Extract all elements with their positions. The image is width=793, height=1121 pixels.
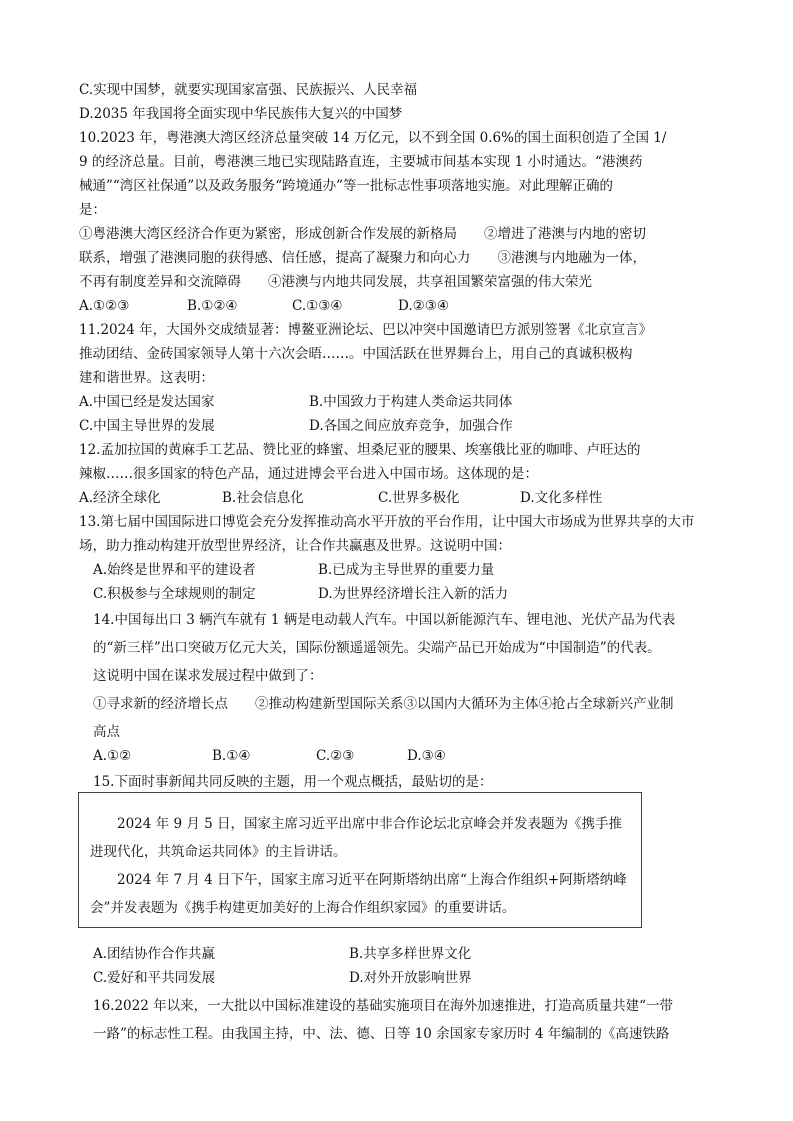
q14-stem-line: 这说明中国在谋求发展过程中做到了： [93, 668, 323, 684]
q12-stem-line: 12.孟加拉国的黄麻手工艺品、赞比亚的蜂蜜、坦桑尼亚的腰果、埃塞俄比亚的咖啡、卢旺达的 [79, 442, 641, 458]
q14-stem-line: 高点 [93, 724, 120, 740]
q14-stem-line: 14.中国每出口 3 辆汽车就有 1 辆是电动载人汽车。中国以新能源汽车、锂电池、光伏产品为代表 [93, 612, 676, 628]
q15-box-line: 进现代化，共筑命运共同体》的主旨讲话。 [90, 844, 347, 860]
q16-stem-line: 16.2022 年以来，一大批以中国标准建设的基础实施项目在海外加速推进，打造高质量共建“一带 [93, 998, 674, 1014]
q12-option-b: B.社会信息化 [222, 490, 304, 506]
q9-option-c: C.实现中国梦，就要实现国家富强、民族振兴、人民幸福 [79, 82, 418, 98]
q10-stem-line: 10.2023 年，粤港澳大湾区经济总量突破 14 万亿元，以不到全国 0.6%的国土面积创造了全国 1/ [79, 130, 667, 146]
q11-stem-line: 推动团结、金砖国家领导人第十六次会晤……。中国活跃在世界舞台上，用自己的真诚积极构 [79, 346, 633, 362]
q15-option-b: B.共享多样世界文化 [349, 946, 472, 962]
q13-stem-line: 13.第七届中国国际进口博览会充分发挥推动高水平开放的平台作用，让中国大市场成为世界共享的大市 [79, 514, 695, 530]
q12-option-c: C.世界多极化 [378, 490, 460, 506]
q11-option-a: A.中国已经是发达国家 [79, 394, 215, 410]
q10-option-c: C.①③④ [292, 298, 343, 314]
q11-stem-line: 建和谐世界。这表明： [79, 370, 214, 386]
q13-option-a: A.始终是世界和平的建设者 [93, 562, 256, 578]
q11-option-c: C.中国主导世界的发展 [79, 418, 215, 434]
q9-option-d: D.2035 年我国将全面实现中华民族伟大复兴的中国梦 [79, 106, 403, 122]
q12-stem-line: 辣椒……很多国家的特色产品，通过进博会平台进入中国市场。这体现的是： [79, 466, 538, 482]
q10-option-b: B.①②④ [187, 298, 238, 314]
q12-option-d: D.文化多样性 [520, 490, 603, 506]
q14-stem-line: 的“新三样”出口突破万亿元大关，国际份额遥遥领先。尖端产品已开始成为“中国制造”的代表。 [93, 640, 661, 656]
q10-stem-line: 9 的经济总量。目前，粤港澳三地已实现陆路直连，主要城市间基本实现 1 小时通达。“港澳药 [79, 154, 643, 170]
q15-box-line: 2024 年 7 月 4 日下午，国家主席习近平在阿斯塔纳出席“上海合作组织+阿斯塔纳峰 [90, 872, 627, 888]
q14-stem-line: ①寻求新的经济增长点 ②推动构建新型国际关系③以国内大循环为主体④抢占全球新兴产业制 [93, 696, 674, 712]
q14-option-a: A.①② [93, 748, 132, 764]
q10-stem-line: 械通”“湾区社保通”以及政务服务“跨境通办”等一批标志性事项落地实施。对此理解正确的 [79, 178, 614, 194]
q13-option-d: D.为世界经济增长注入新的活力 [318, 586, 509, 602]
q13-stem-line: 场，助力推动构建开放型世界经济，让合作共赢惠及世界。这说明中国： [79, 538, 511, 554]
q10-stem-line: 不再有制度差异和交流障碍 ④港澳与内地共同发展，共享祖国繁荣富强的伟大荣光 [79, 274, 592, 290]
q10-stem-line: 是： [79, 202, 106, 218]
q15-option-a: A.团结协作合作共赢 [93, 946, 216, 962]
q10-stem-line: ①粤港澳大湾区经济合作更为紧密，形成创新合作发展的新格局 ②增进了港澳与内地的密切 [79, 226, 646, 242]
q12-option-a: A.经济全球化 [79, 490, 161, 506]
q10-option-a: A.①②③ [79, 298, 130, 314]
q10-stem-line: 联系，增强了港澳同胞的获得感、信任感，提高了凝聚力和向心力 ③港澳与内地融为一体， [79, 250, 646, 266]
q11-option-b: B.中国致力于构建人类命运共同体 [309, 394, 513, 410]
q16-stem-line: 一路”的标志性工程。由我国主持，中、法、德、日等 10 余国家专家历时 4 年编制的《高速铁路 [93, 1026, 670, 1042]
q14-option-d: D.③④ [407, 748, 446, 764]
q13-option-c: C.积极参与全球规则的制定 [93, 586, 256, 602]
q11-option-d: D.各国之间应放弃竞争，加强合作 [309, 418, 513, 434]
q11-stem-line: 11.2024 年，大国外交成绩显著：博鳌亚洲论坛、巴以冲突中国邀请巴方派别签署《北京宣言》 [79, 322, 653, 338]
q10-option-d: D.②③④ [398, 298, 449, 314]
q14-option-b: B.①④ [212, 748, 251, 764]
q15-box-line: 会”并发表题为《携手构建更加美好的上海合作组织家园》的重要讲话。 [90, 900, 516, 916]
q15-option-d: D.对外开放影响世界 [349, 970, 472, 986]
q13-option-b: B.已成为主导世界的重要力量 [318, 562, 495, 578]
q14-option-c: C.②③ [316, 748, 355, 764]
q15-option-c: C.爱好和平共同发展 [93, 970, 216, 986]
q15-box-line: 2024 年 9 月 5 日，国家主席习近平出席中非合作论坛北京峰会并发表题为《携手推 [90, 816, 622, 832]
q15-stem: 15.下面时事新闻共同反映的主题，用一个观点概括，最贴切的是： [93, 774, 493, 790]
